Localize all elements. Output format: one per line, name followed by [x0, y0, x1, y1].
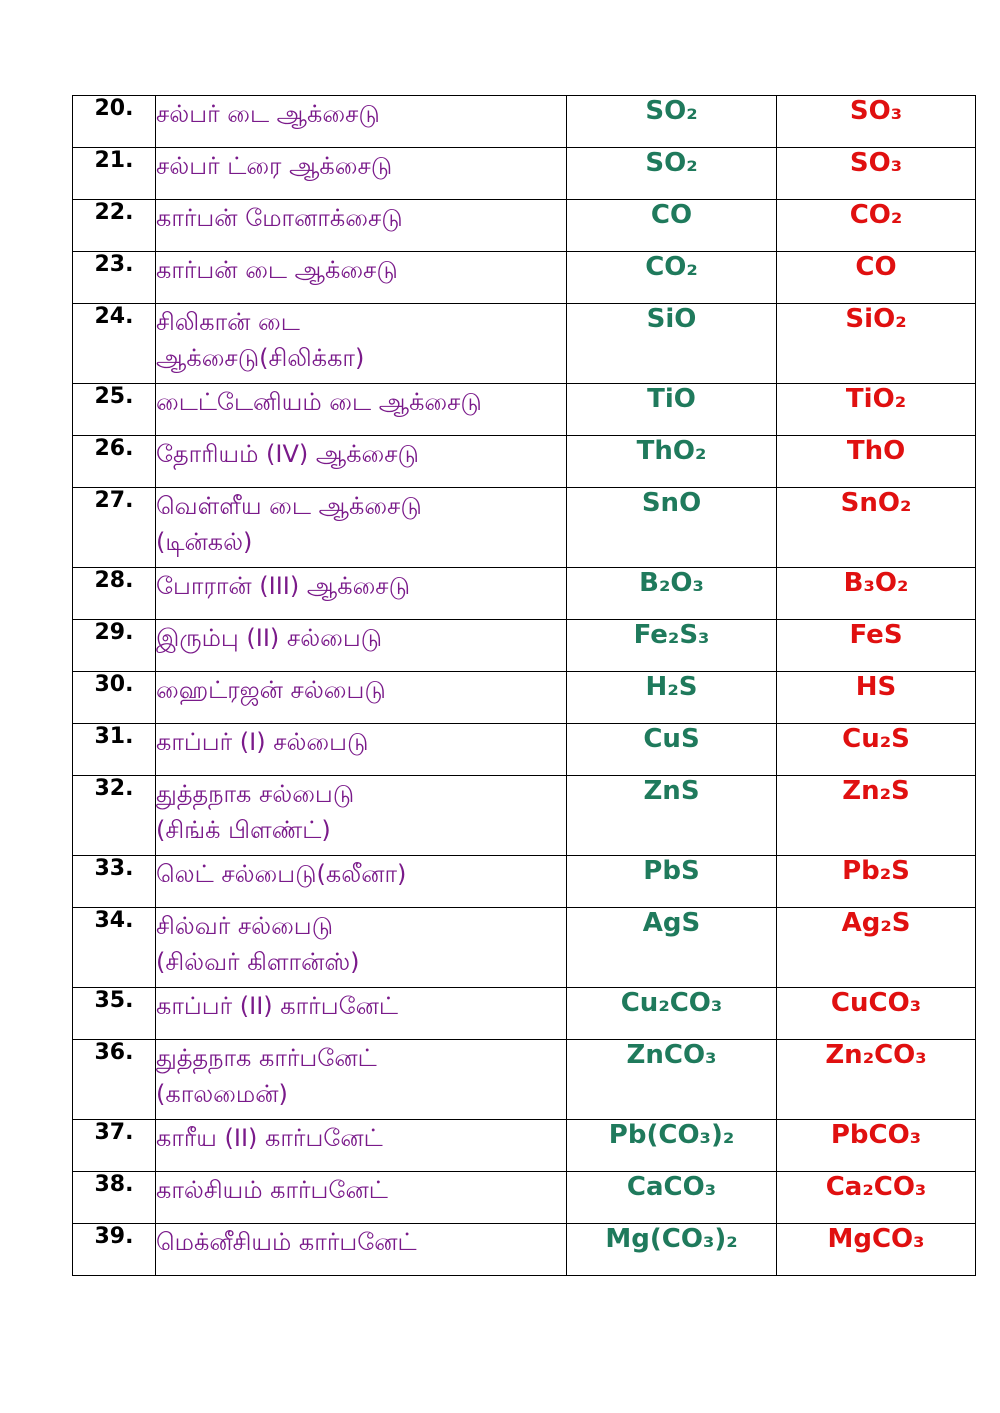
- compound-name: சிலிகான் டை ஆக்சைடு(சிலிக்கா): [156, 304, 567, 384]
- table-row: [73, 776, 976, 856]
- table-row: [73, 1172, 976, 1224]
- formula-option-b[interactable]: SO₃: [777, 96, 976, 148]
- formula-option-a[interactable]: CuS: [567, 724, 777, 776]
- table-row: [73, 908, 976, 988]
- table-row: [73, 620, 976, 672]
- row-number: 34.: [73, 908, 156, 988]
- compound-name: கார்பன் டை ஆக்சைடு: [156, 252, 567, 304]
- row-number: 22.: [73, 200, 156, 252]
- row-number: 30.: [73, 672, 156, 724]
- row-number: 29.: [73, 620, 156, 672]
- row-number: 36.: [73, 1040, 156, 1120]
- formula-option-b[interactable]: Ca₂CO₃: [777, 1172, 976, 1224]
- formula-option-b[interactable]: CO: [777, 252, 976, 304]
- formula-option-a[interactable]: TiO: [567, 384, 777, 436]
- compound-name: தோரியம் (IV) ஆக்சைடு: [156, 436, 567, 488]
- formula-option-a[interactable]: SiO: [567, 304, 777, 384]
- table-row: [73, 568, 976, 620]
- table-row: [73, 96, 976, 148]
- formula-option-a[interactable]: CaCO₃: [567, 1172, 777, 1224]
- compound-name: ஹைட்ரஜன் சல்பைடு: [156, 672, 567, 724]
- compound-name: வெள்ளீய டை ஆக்சைடு (டின்கல்): [156, 488, 567, 568]
- table-row: [73, 724, 976, 776]
- formula-option-b[interactable]: Cu₂S: [777, 724, 976, 776]
- formula-option-b[interactable]: ThO: [777, 436, 976, 488]
- formula-option-a[interactable]: SO₂: [567, 148, 777, 200]
- compound-table: [72, 95, 976, 1276]
- row-number: 20.: [73, 96, 156, 148]
- table-body: [73, 96, 976, 1276]
- formula-option-b[interactable]: Pb₂S: [777, 856, 976, 908]
- formula-option-b[interactable]: SnO₂: [777, 488, 976, 568]
- row-number: 28.: [73, 568, 156, 620]
- row-number: 37.: [73, 1120, 156, 1172]
- compound-name: துத்தநாக கார்பனேட் (காலமைன்): [156, 1040, 567, 1120]
- table-row: [73, 436, 976, 488]
- table-row: [73, 148, 976, 200]
- row-number: 24.: [73, 304, 156, 384]
- compound-name: சில்வர் சல்பைடு (சில்வர் கிளான்ஸ்): [156, 908, 567, 988]
- row-number: 39.: [73, 1224, 156, 1276]
- formula-option-b[interactable]: CO₂: [777, 200, 976, 252]
- formula-option-a[interactable]: H₂S: [567, 672, 777, 724]
- row-number: 26.: [73, 436, 156, 488]
- formula-option-b[interactable]: TiO₂: [777, 384, 976, 436]
- compound-name: போரான் (III) ஆக்சைடு: [156, 568, 567, 620]
- formula-option-b[interactable]: FeS: [777, 620, 976, 672]
- formula-option-b[interactable]: SO₃: [777, 148, 976, 200]
- compound-name: லெட் சல்பைடு(கலீனா): [156, 856, 567, 908]
- compound-name: சல்பர் டை ஆக்சைடு: [156, 96, 567, 148]
- table-row: [73, 200, 976, 252]
- row-number: 31.: [73, 724, 156, 776]
- formula-option-b[interactable]: Zn₂S: [777, 776, 976, 856]
- table-row: [73, 672, 976, 724]
- formula-option-a[interactable]: SnO: [567, 488, 777, 568]
- compound-name: இரும்பு (II) சல்பைடு: [156, 620, 567, 672]
- row-number: 27.: [73, 488, 156, 568]
- formula-option-a[interactable]: Mg(CO₃)₂: [567, 1224, 777, 1276]
- row-number: 32.: [73, 776, 156, 856]
- row-number: 21.: [73, 148, 156, 200]
- compound-name: காப்பர் (I) சல்பைடு: [156, 724, 567, 776]
- compound-name: காப்பர் (II) கார்பனேட்: [156, 988, 567, 1040]
- formula-option-a[interactable]: CO: [567, 200, 777, 252]
- row-number: 38.: [73, 1172, 156, 1224]
- formula-option-a[interactable]: ZnS: [567, 776, 777, 856]
- formula-option-a[interactable]: PbS: [567, 856, 777, 908]
- compound-name: மெக்னீசியம் கார்பனேட்: [156, 1224, 567, 1276]
- compound-name: துத்தநாக சல்பைடு (சிங்க் பிளண்ட்): [156, 776, 567, 856]
- compound-name: காரீய (II) கார்பனேட்: [156, 1120, 567, 1172]
- table-row: [73, 856, 976, 908]
- row-number: 33.: [73, 856, 156, 908]
- table-row: [73, 1040, 976, 1120]
- formula-option-a[interactable]: ZnCO₃: [567, 1040, 777, 1120]
- formula-option-b[interactable]: PbCO₃: [777, 1120, 976, 1172]
- formula-option-b[interactable]: Zn₂CO₃: [777, 1040, 976, 1120]
- row-number: 23.: [73, 252, 156, 304]
- formula-option-a[interactable]: CO₂: [567, 252, 777, 304]
- row-number: 25.: [73, 384, 156, 436]
- formula-option-a[interactable]: Pb(CO₃)₂: [567, 1120, 777, 1172]
- table-row: [73, 384, 976, 436]
- formula-option-b[interactable]: MgCO₃: [777, 1224, 976, 1276]
- formula-option-b[interactable]: CuCO₃: [777, 988, 976, 1040]
- table-row: [73, 304, 976, 384]
- table-row: [73, 1120, 976, 1172]
- row-number: 35.: [73, 988, 156, 1040]
- formula-option-b[interactable]: HS: [777, 672, 976, 724]
- table-row: [73, 252, 976, 304]
- formula-option-a[interactable]: B₂O₃: [567, 568, 777, 620]
- formula-option-a[interactable]: AgS: [567, 908, 777, 988]
- table-row: [73, 988, 976, 1040]
- compound-name: கால்சியம் கார்பனேட்: [156, 1172, 567, 1224]
- table-row: [73, 1224, 976, 1276]
- formula-option-a[interactable]: ThO₂: [567, 436, 777, 488]
- compound-name: டைட்டேனியம் டை ஆக்சைடு: [156, 384, 567, 436]
- formula-option-a[interactable]: Cu₂CO₃: [567, 988, 777, 1040]
- formula-option-a[interactable]: SO₂: [567, 96, 777, 148]
- formula-option-b[interactable]: SiO₂: [777, 304, 976, 384]
- formula-option-b[interactable]: Ag₂S: [777, 908, 976, 988]
- table-row: [73, 488, 976, 568]
- formula-option-a[interactable]: Fe₂S₃: [567, 620, 777, 672]
- formula-option-b[interactable]: B₃O₂: [777, 568, 976, 620]
- compound-name: கார்பன் மோனாக்சைடு: [156, 200, 567, 252]
- compound-name: சல்பர் ட்ரை ஆக்சைடு: [156, 148, 567, 200]
